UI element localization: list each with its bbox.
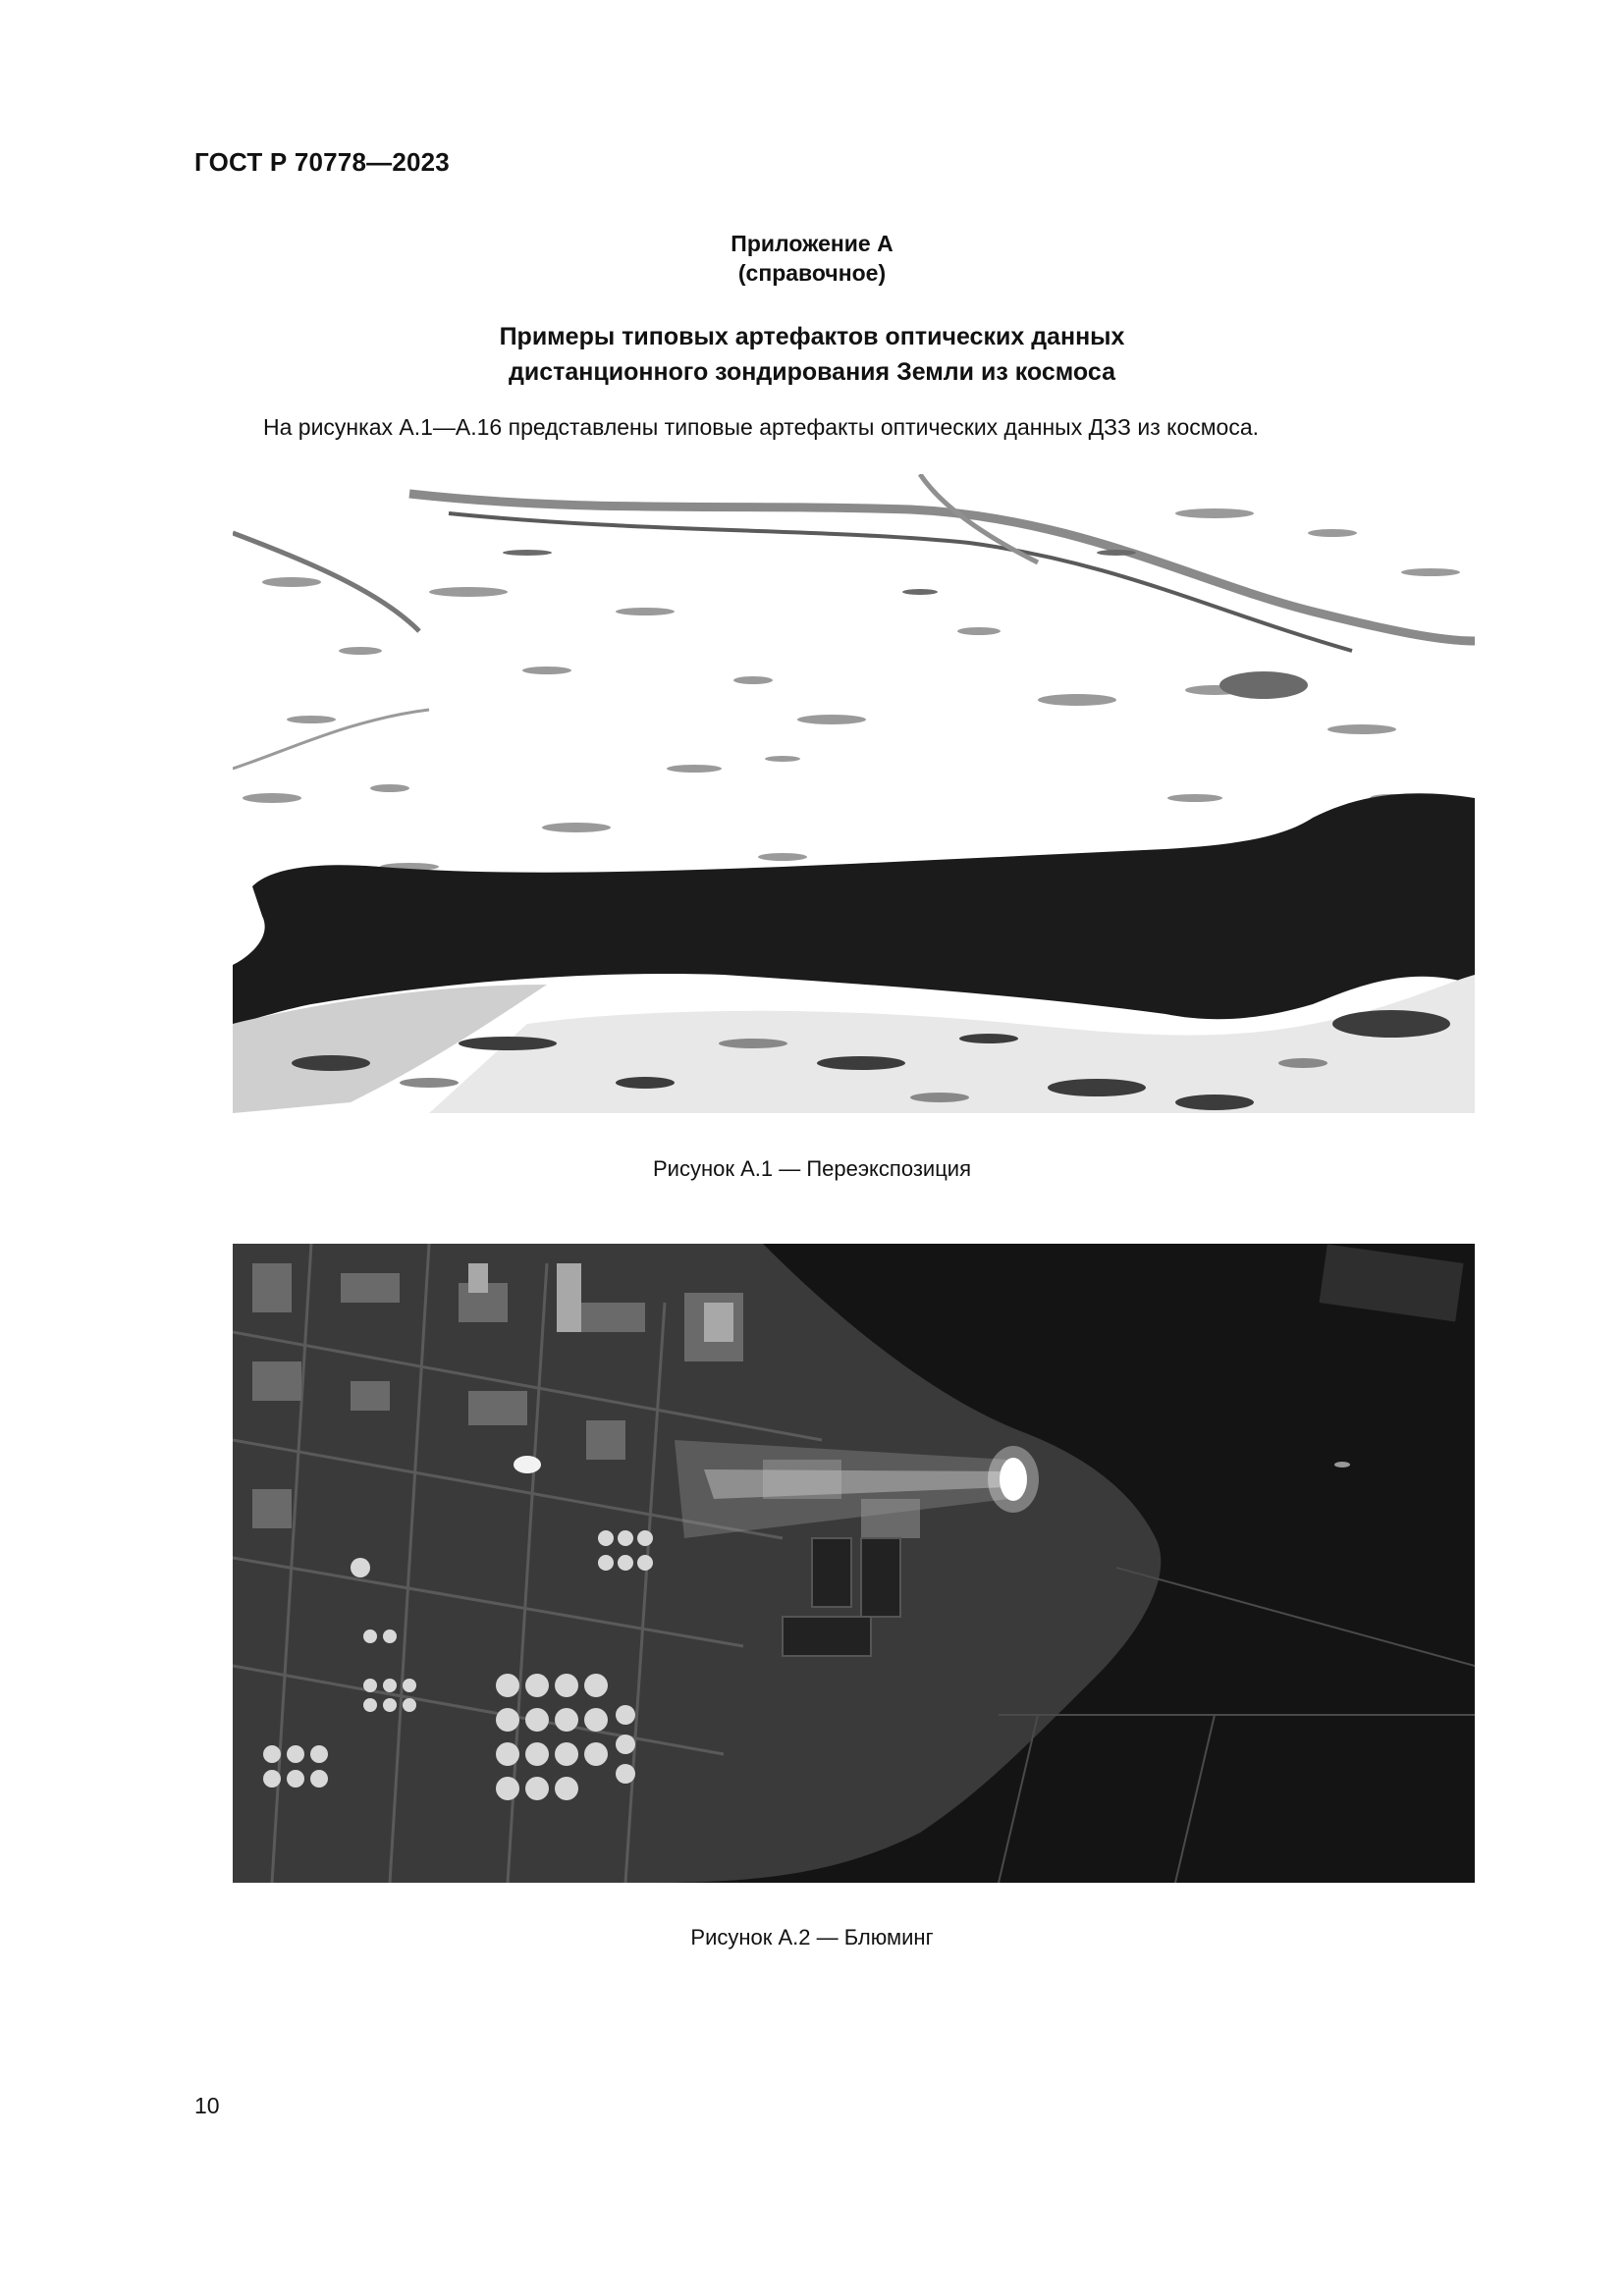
figure-2-caption: Рисунок А.2 — Блюминг [690,1925,934,1949]
figure-1-caption: Рисунок А.1 — Переэкспозиция [652,1156,972,1181]
page-number: 10 [194,2093,220,2118]
overexposure-illustration [233,474,1475,1113]
heading-line-2: дистанционного зондирования Земли из космоса [509,358,1115,386]
intro-paragraph: На рисунках А.1—А.16 представлены типовые артефакты оптических данных ДЗЗ из космоса. [263,414,1260,440]
appendix-title [0,229,1624,288]
appendix-label: Приложение А [731,231,893,256]
heading-line-1: Примеры типовых артефактов оптических данных [499,323,1125,350]
appendix-type: (справочное) [737,260,887,286]
appendix-heading [0,319,1624,390]
figure-blooming-image [233,1244,1475,1883]
document-code: ГОСТ Р 70778—2023 [194,147,450,177]
blooming-illustration [233,1244,1475,1883]
figure-overexposure-image [233,474,1475,1113]
